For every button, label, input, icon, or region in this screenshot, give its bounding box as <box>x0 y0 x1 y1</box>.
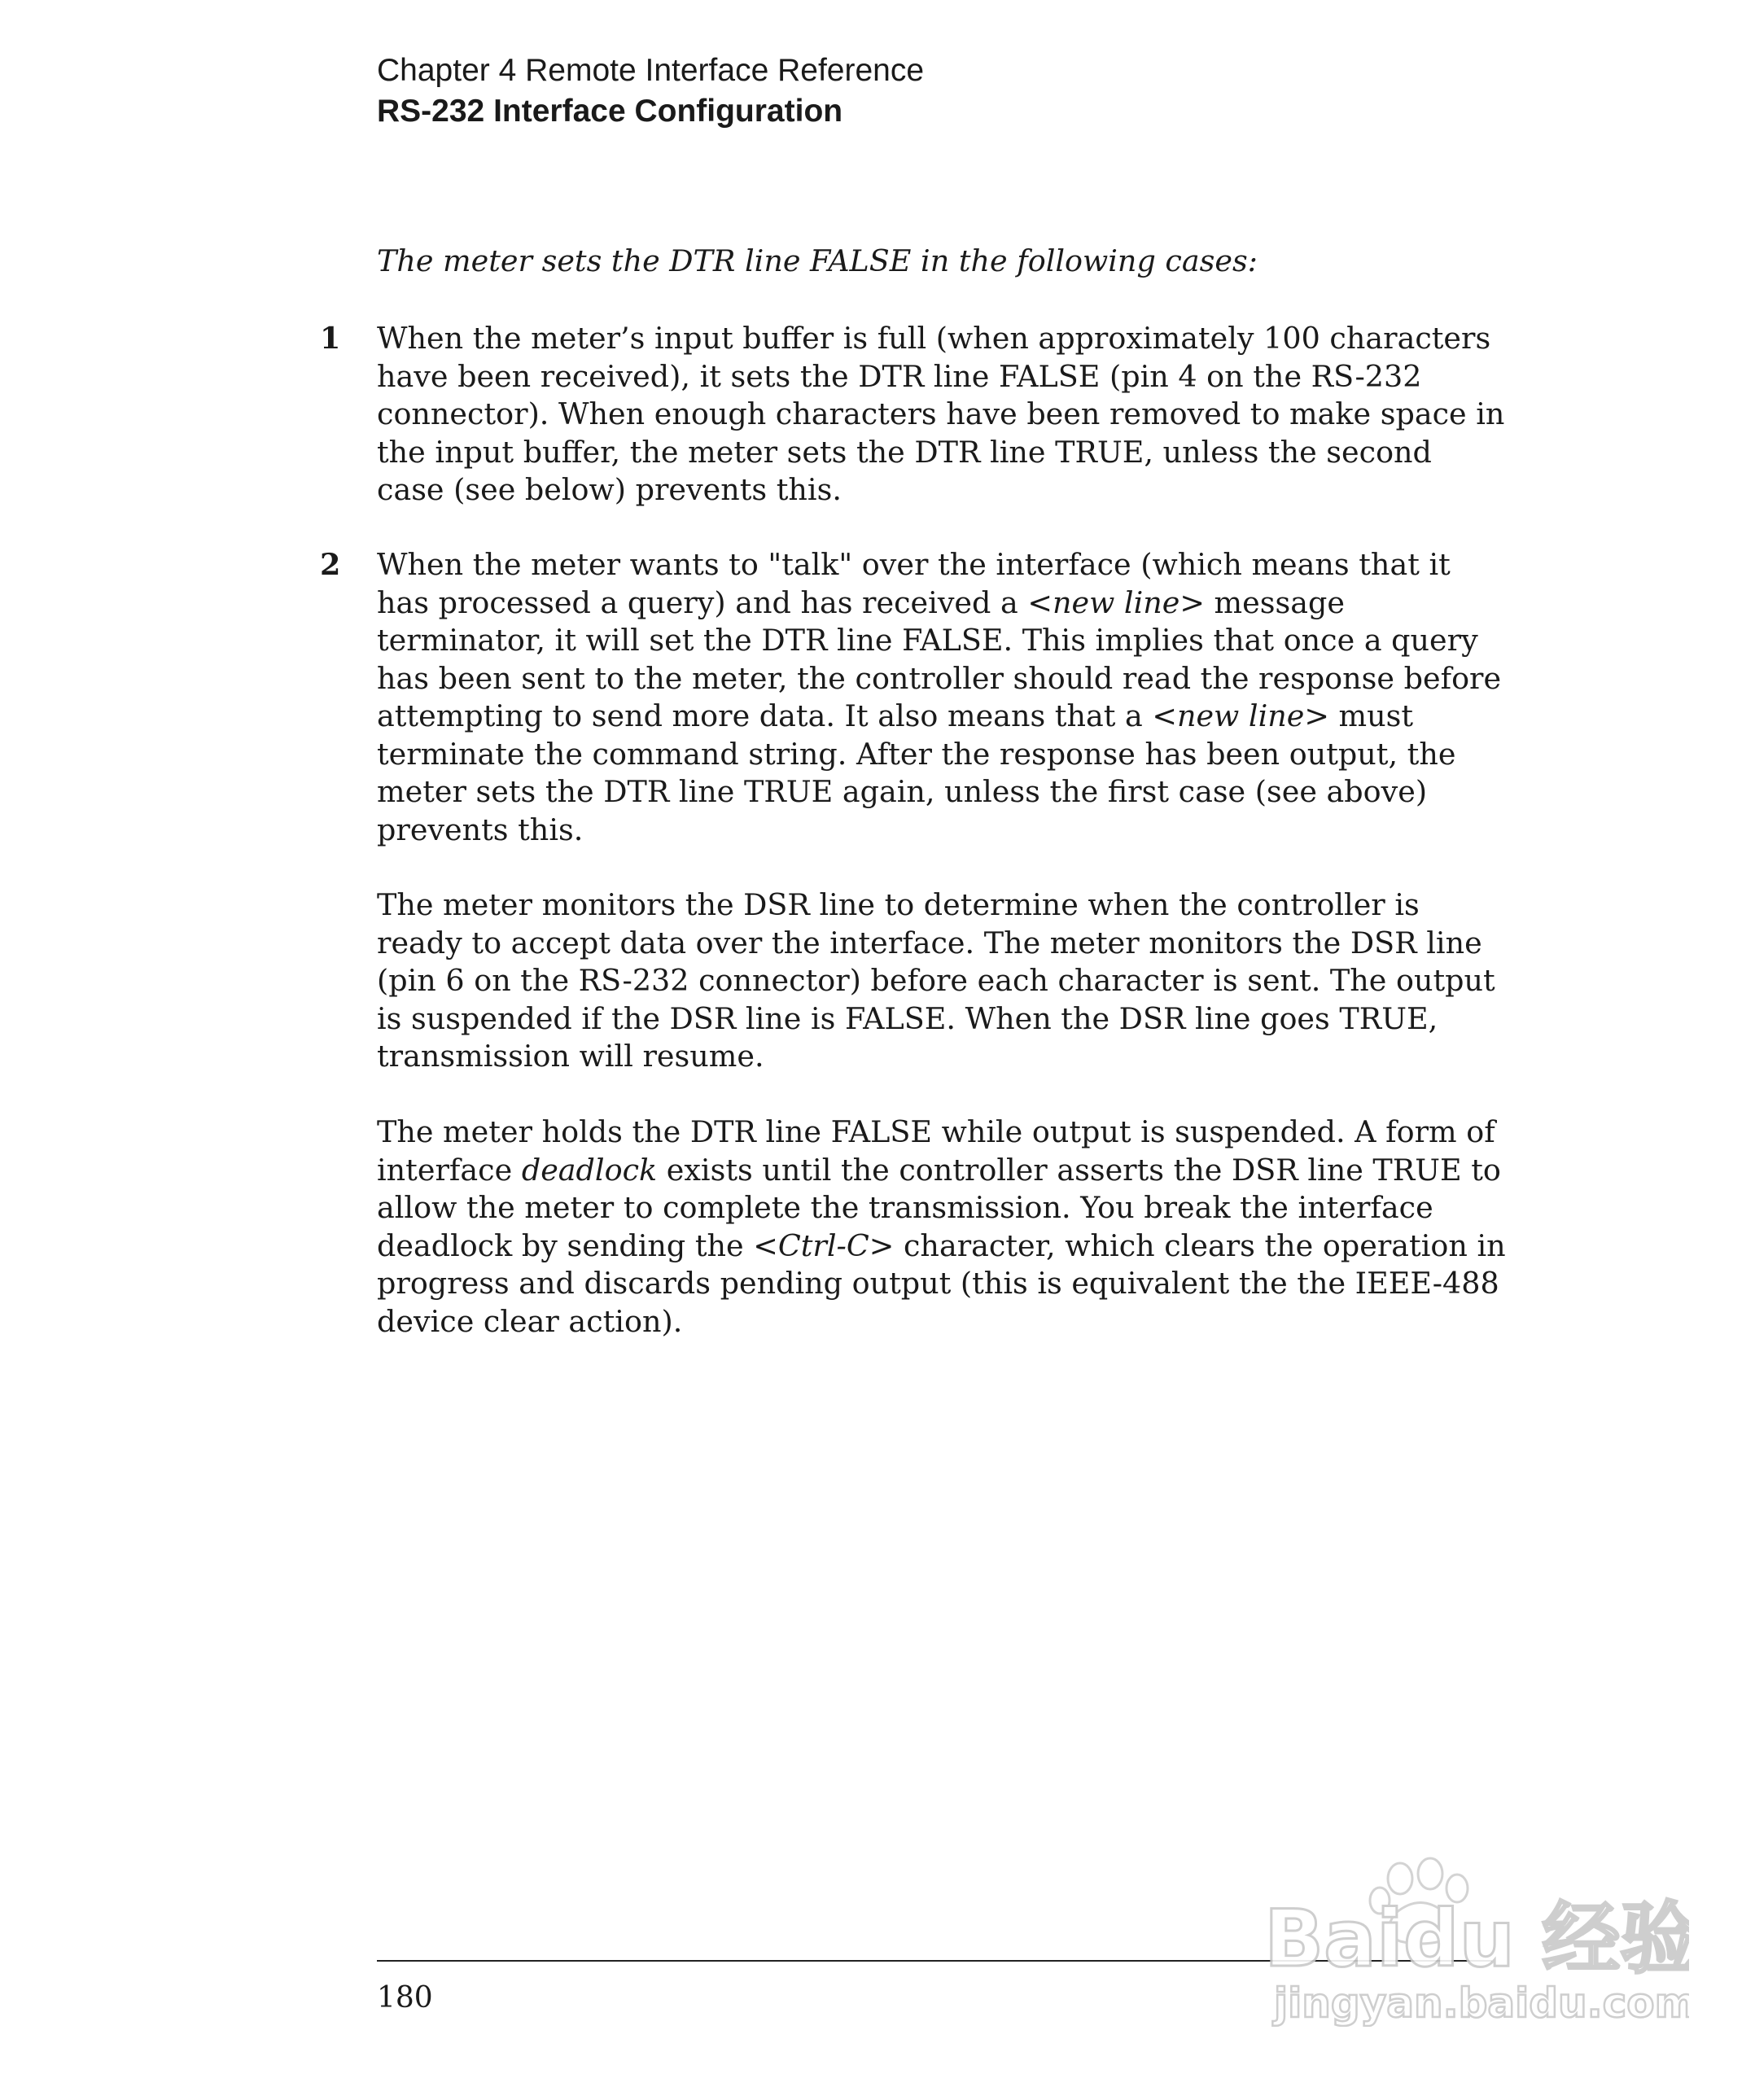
page-number: 180 <box>377 1981 433 2015</box>
text-run: character, which clears the operation in progress and discards pending output (this is equivalent the the IEEE-488 device clear action). <box>377 1227 1506 1339</box>
running-header <box>377 50 924 132</box>
paragraph-dsr: The meter monitors the DSR line to determine when the controller is ready to accept data over the interface. The meter monitors the DSR line (pin 6 on the RS-232 connector) before each character is sent. The output is suspended if the DSR line is FALSE. When the DSR line goes TRUE, transmission will resume. <box>377 887 1495 1074</box>
text-run: message terminator, it will set the DTR line FALSE. This implies that once a query has been sent to the meter, the controller should read the response before attempting to send more data. It also means that a <box>377 584 1502 733</box>
text-run: The meter holds the DTR line FALSE while output is suspended. A form of interface <box>377 1114 1495 1188</box>
emphasis: <Ctrl-C> <box>753 1227 895 1263</box>
chapter-title: Chapter 4 Remote Interface Reference <box>377 53 925 88</box>
list-number: 2 <box>320 547 341 582</box>
emphasis: <new line> <box>1027 584 1205 620</box>
emphasis: deadlock <box>521 1152 658 1188</box>
emphasis: <new line> <box>1152 698 1329 733</box>
section-title: RS-232 Interface Configuration <box>377 94 843 129</box>
intro-sentence: The meter sets the DTR line FALSE in the following cases: <box>377 243 1258 278</box>
list-item-text <box>377 546 1508 849</box>
text-run: exists until the controller asserts the DSR line TRUE to allow the meter to complete the transmission. You break the interface deadlock by sending the <box>377 1152 1501 1263</box>
baidu-paw-icon <box>1250 1856 1689 2027</box>
text-run: When the meter wants to "talk" over the interface (which means that it has processed a query) and has received a <box>377 547 1451 620</box>
paragraph-deadlock <box>377 1113 1508 1341</box>
watermark-url: jingyan.baidu.com <box>1274 1980 1689 2027</box>
list-item-text: When the meter’s input buffer is full (when approximately 100 characters have been received), it sets the DTR line FALSE (pin 4 on the RS-232 connector). When enough characters have been removed to make space in the input buffer, the meter sets the DTR line TRUE, unless the second case (see below) prevents this. <box>377 321 1505 507</box>
text-run: must terminate the command string. After the response has been output, the meter sets the DTR line TRUE again, unless the first case (see above) prevents this. <box>377 698 1456 847</box>
list-number: 1 <box>320 321 341 356</box>
watermark-brand: Baidu 经验 <box>1264 1893 1689 1984</box>
watermark-logo <box>1250 1856 1689 2027</box>
